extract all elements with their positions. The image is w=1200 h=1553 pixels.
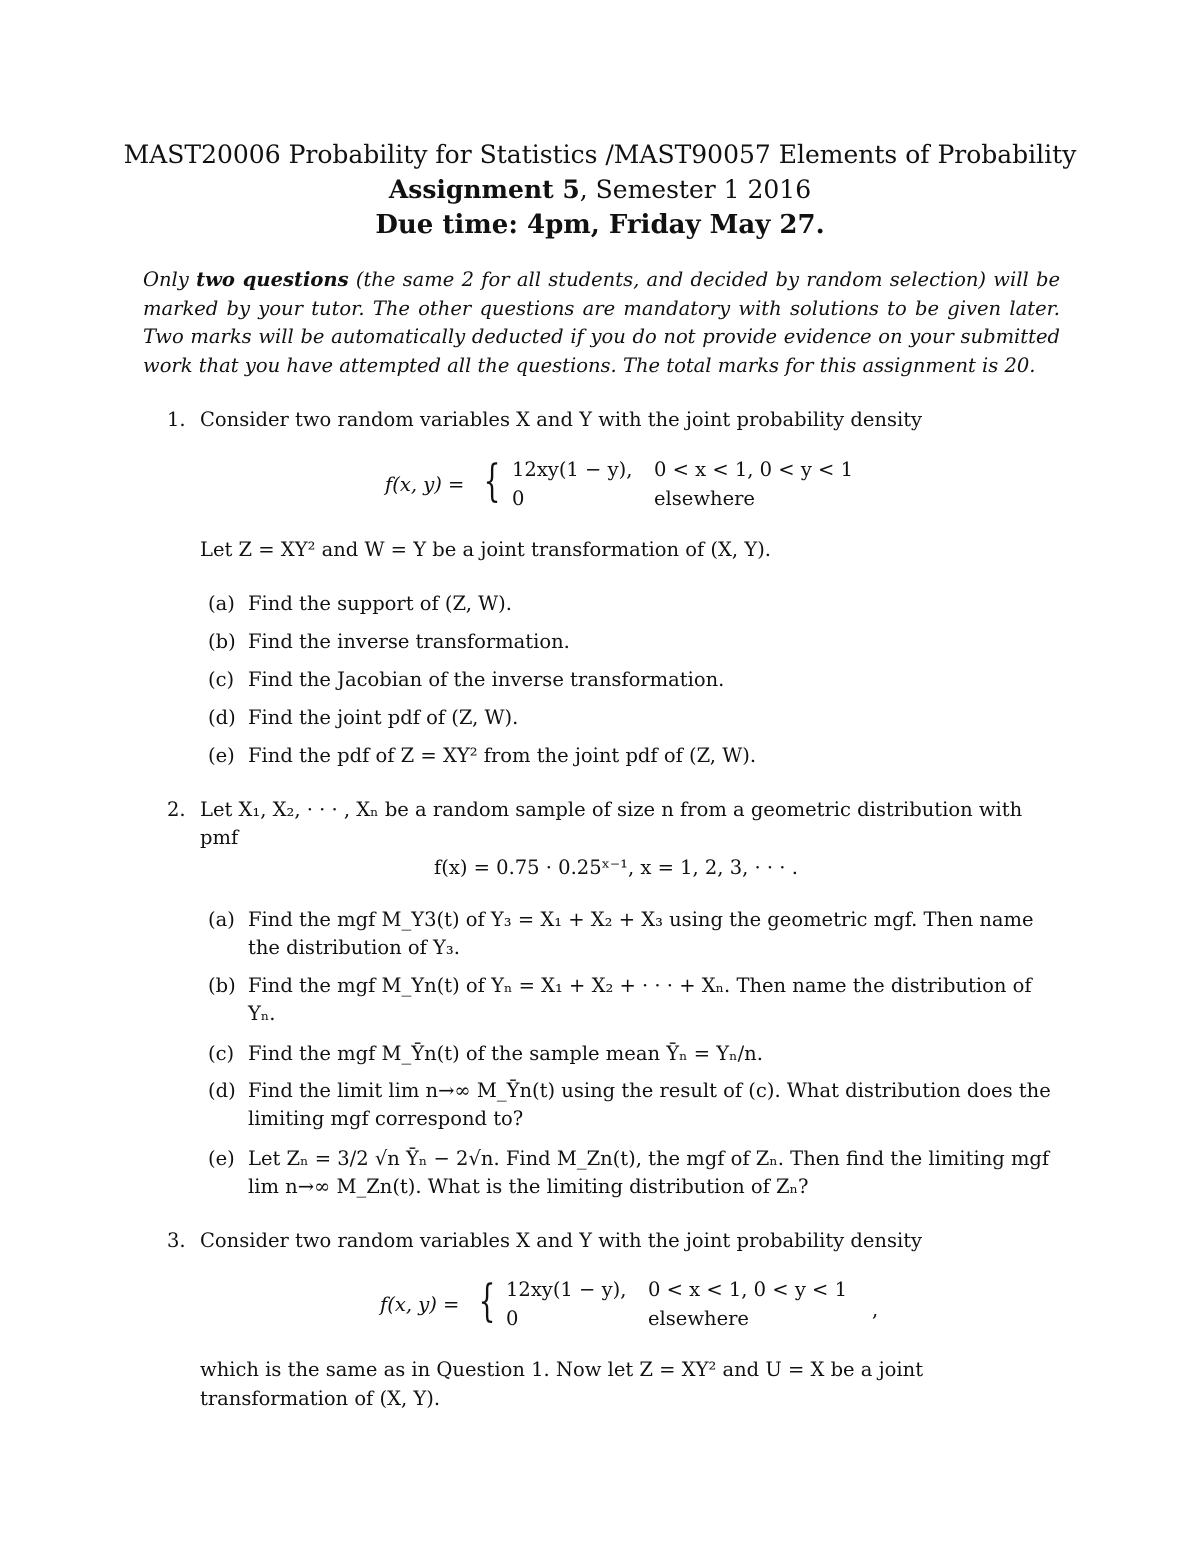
instructions-emphasis: two questions bbox=[196, 268, 349, 291]
question-1-stem: Consider two random variables X and Y with the joint probability density bbox=[200, 408, 923, 431]
q1-item-label: (a) bbox=[208, 592, 235, 615]
assignment-line bbox=[0, 175, 1200, 204]
q2-item-label: (c) bbox=[208, 1042, 235, 1065]
q3-trailing-comma: , bbox=[872, 1298, 879, 1321]
question-1-number: 1. bbox=[167, 408, 186, 431]
q2-item-label: (b) bbox=[208, 974, 236, 997]
q2-item-text: Find the mgf M_Yn(t) of Yₙ = X₁ + X₂ + · · · + Xₙ. Then name the distribution of bbox=[248, 974, 1032, 997]
q2-item-text: Find the limit lim n→∞ M_Ȳn(t) using the result of (c). What distribution does the bbox=[248, 1079, 1051, 1102]
q2-item-text: Find the mgf M_Y3(t) of Y₃ = X₁ + X₂ + X₃ using the geometric mgf. Then name bbox=[248, 908, 1034, 931]
q1-item-label: (d) bbox=[208, 706, 236, 729]
instructions-paragraph: Only two questions (the same 2 for all students, and decided by random selection) will be marked by your tutor. The other questions are mandatory with solutions to be given later. Two marks will be automatically deducted if you do not provide evidence on your submitted work that you have attempted all the questions. The total marks for this assignment is 20. bbox=[143, 268, 1060, 377]
q3-density-lhs: f(x, y) = bbox=[380, 1293, 460, 1316]
q2-item-text-cont: Yₙ. bbox=[248, 1002, 276, 1025]
q2-pmf: f(x) = 0.75 · 0.25ˣ⁻¹, x = 1, 2, 3, · · · . bbox=[434, 856, 798, 879]
q1-item-label: (c) bbox=[208, 668, 235, 691]
q2-item-text: Find the mgf M_Ȳn(t) of the sample mean Ȳₙ = Yₙ/n. bbox=[248, 1042, 763, 1065]
q1-case-2: 0 bbox=[512, 487, 525, 510]
q1-brace: { bbox=[483, 456, 501, 507]
q1-condition-1: 0 < x < 1, 0 < y < 1 bbox=[654, 458, 853, 481]
q1-item-text: Find the joint pdf of (Z, W). bbox=[248, 706, 519, 729]
semester-text: , Semester 1 2016 bbox=[579, 175, 812, 204]
assignment-number: Assignment 5 bbox=[388, 175, 580, 204]
q1-case-1: 12xy(1 − y), bbox=[512, 458, 633, 481]
q1-item-text: Find the support of (Z, W). bbox=[248, 592, 512, 615]
q3-transformation-cont: transformation of (X, Y). bbox=[200, 1387, 441, 1410]
q2-item-text-cont: lim n→∞ M_Zn(t). What is the limiting distribution of Zₙ? bbox=[248, 1175, 809, 1198]
q2-item-label: (e) bbox=[208, 1147, 235, 1170]
q3-condition-2: elsewhere bbox=[648, 1307, 749, 1330]
q3-brace: { bbox=[478, 1276, 496, 1327]
q3-case-2: 0 bbox=[506, 1307, 519, 1330]
q2-item-text: Let Zₙ = 3/2 √n Ȳₙ − 2√n. Find M_Zn(t), the mgf of Zₙ. Then find the limiting mgf bbox=[248, 1147, 1050, 1170]
q2-item-text-cont: limiting mgf correspond to? bbox=[248, 1107, 524, 1130]
due-time: Due time: 4pm, Friday May 27. bbox=[375, 210, 825, 240]
q1-item-label: (e) bbox=[208, 744, 235, 767]
q2-item-text-cont: the distribution of Y₃. bbox=[248, 936, 460, 959]
course-title: MAST20006 Probability for Statistics /MAST90057 Elements of Probability bbox=[123, 140, 1077, 169]
q1-item-text: Find the inverse transformation. bbox=[248, 630, 570, 653]
q1-condition-2: elsewhere bbox=[654, 487, 755, 510]
q2-item-label: (d) bbox=[208, 1079, 236, 1102]
question-3-stem: Consider two random variables X and Y with the joint probability density bbox=[200, 1229, 923, 1252]
question-2-number: 2. bbox=[167, 798, 186, 821]
q3-condition-1: 0 < x < 1, 0 < y < 1 bbox=[648, 1278, 847, 1301]
question-2-stem: Let X₁, X₂, · · · , Xₙ be a random sample of size n from a geometric distribution with bbox=[200, 798, 1023, 821]
q1-item-text: Find the pdf of Z = XY² from the joint pdf of (Z, W). bbox=[248, 744, 757, 767]
q1-item-label: (b) bbox=[208, 630, 236, 653]
q3-case-1: 12xy(1 − y), bbox=[506, 1278, 627, 1301]
q1-density-lhs: f(x, y) = bbox=[385, 473, 465, 496]
q2-item-label: (a) bbox=[208, 908, 235, 931]
q1-item-text: Find the Jacobian of the inverse transformation. bbox=[248, 668, 725, 691]
question-2-stem-cont: pmf bbox=[200, 826, 239, 849]
question-3-number: 3. bbox=[167, 1229, 186, 1252]
q1-transformation: Let Z = XY² and W = Y be a joint transformation of (X, Y). bbox=[200, 538, 771, 561]
q3-transformation: which is the same as in Question 1. Now let Z = XY² and U = X be a joint bbox=[200, 1358, 924, 1381]
